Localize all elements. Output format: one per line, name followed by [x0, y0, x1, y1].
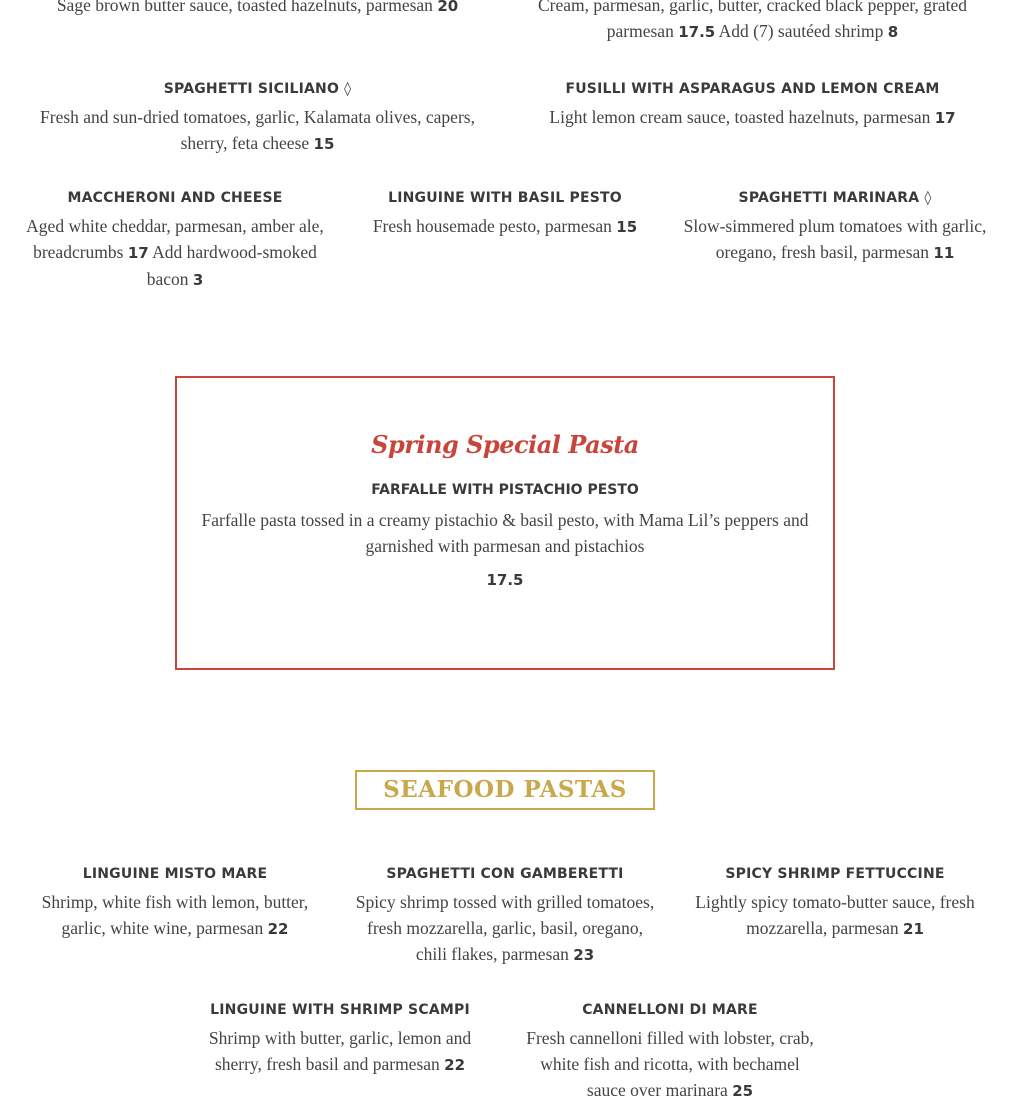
description-text: Aged white cheddar, parmesan, amber ale, breadcrumbs [26, 216, 324, 262]
item-price: 22 [267, 920, 289, 938]
item-description [350, 889, 660, 968]
special-title: Spring Special Pasta [371, 430, 639, 459]
special-item-name: FARFALLE WITH PISTACHIO PESTO [371, 482, 639, 498]
extra-text: Add hardwood-smoked bacon [146, 242, 317, 289]
item-description [525, 104, 980, 131]
special-price: 17.5 [486, 571, 524, 589]
item-description [680, 213, 990, 266]
item-description [350, 213, 660, 240]
description-text: Lightly spicy tomato-butter sauce, fresh mozzarella, parmesan [695, 892, 975, 938]
item-name: LINGUINE WITH BASIL PESTO [388, 190, 622, 206]
item-price: 17 [127, 244, 149, 262]
description-text: Fresh cannelloni filled with lobster, crab, white fish and ricotta, with bechamel sauce over marinara [526, 1028, 814, 1100]
description-text: Cream, parmesan, garlic, butter, cracked black pepper, grated parmesan [537, 0, 968, 41]
item-name: CANNELLONI DI MARE [582, 1002, 758, 1018]
item-name: SPAGHETTI SICILIANO ◊ [163, 81, 352, 97]
menu-item-linguine-shrimp-scampi [190, 1001, 490, 1078]
menu-item-spaghetti-gamberetti [350, 865, 660, 968]
menu-item-maccheroni-cheese [20, 189, 330, 293]
item-name: MACCHERONI AND CHEESE [67, 190, 283, 206]
menu-item-spaghetti-marinara [680, 189, 990, 266]
description-text: Fresh housemade pesto, parmesan [372, 216, 612, 236]
extra-text: Add (7) sautéed shrimp [718, 21, 884, 41]
special-description: Farfalle pasta tossed in a creamy pistachio & basil pesto, with Mama Lil’s peppers and garnished with parmesan and pistachios [201, 510, 809, 556]
seafood-pastas-heading: SEAFOOD PASTAS [355, 770, 655, 810]
item-price: 25 [732, 1082, 754, 1100]
menu-item-fusilli-asparagus [525, 80, 980, 131]
extra-price: 3 [192, 271, 204, 289]
spring-special-box [175, 376, 835, 670]
item-name: FUSILLI WITH ASPARAGUS AND LEMON CREAM [565, 81, 940, 97]
item-price: 23 [573, 946, 595, 964]
item-description [30, 0, 485, 19]
description-text: Light lemon cream sauce, toasted hazelnuts, parmesan [549, 107, 931, 127]
item-name: SPAGHETTI MARINARA ◊ [738, 190, 932, 206]
item-description [20, 889, 330, 942]
item-name: SPICY SHRIMP FETTUCCINE [725, 866, 945, 882]
item-description [20, 213, 330, 293]
item-description [30, 104, 485, 157]
item-price: 17.5 [678, 23, 716, 41]
item-price: 17 [934, 109, 956, 127]
item-price: 21 [903, 920, 924, 938]
description-text: Shrimp with butter, garlic, lemon and sherry, fresh basil and parmesan [208, 1028, 472, 1074]
item-description [520, 1025, 820, 1104]
menu-item-spaghetti-siciliano [30, 80, 485, 157]
menu-item-spicy-shrimp-fettuccine [680, 865, 990, 942]
item-name: LINGUINE WITH SHRIMP SCAMPI [210, 1002, 470, 1018]
item-name: LINGUINE MISTO MARE [82, 866, 268, 882]
menu-item-top-right [525, 0, 980, 45]
description-text: Spicy shrimp tossed with grilled tomatoes, fresh mozzarella, garlic, basil, oregano, chili flakes, parmesan [355, 892, 655, 964]
item-description [525, 0, 980, 45]
item-price: 20 [437, 0, 459, 15]
menu-item-top-left [30, 0, 485, 19]
item-price: 11 [933, 244, 955, 262]
item-price: 15 [313, 135, 335, 153]
description-text: Fresh and sun-dried tomatoes, garlic, Kalamata olives, capers, sherry, feta cheese [40, 107, 475, 153]
item-description [190, 1025, 490, 1078]
extra-price: 8 [887, 23, 899, 41]
description-text: Shrimp, white fish with lemon, butter, garlic, white wine, parmesan [41, 892, 309, 938]
item-price: 22 [444, 1056, 466, 1074]
item-description [680, 889, 990, 942]
item-price: 15 [616, 218, 638, 236]
menu-item-cannelloni-di-mare [520, 1001, 820, 1104]
description-text: Slow-simmered plum tomatoes with garlic, oregano, fresh basil, parmesan [683, 216, 987, 262]
description-text: Sage brown butter sauce, toasted hazelnuts, parmesan [56, 0, 433, 15]
menu-item-linguine-misto-mare [20, 865, 330, 942]
item-name: SPAGHETTI CON GAMBERETTI [386, 866, 624, 882]
menu-item-linguine-basil-pesto [350, 189, 660, 240]
